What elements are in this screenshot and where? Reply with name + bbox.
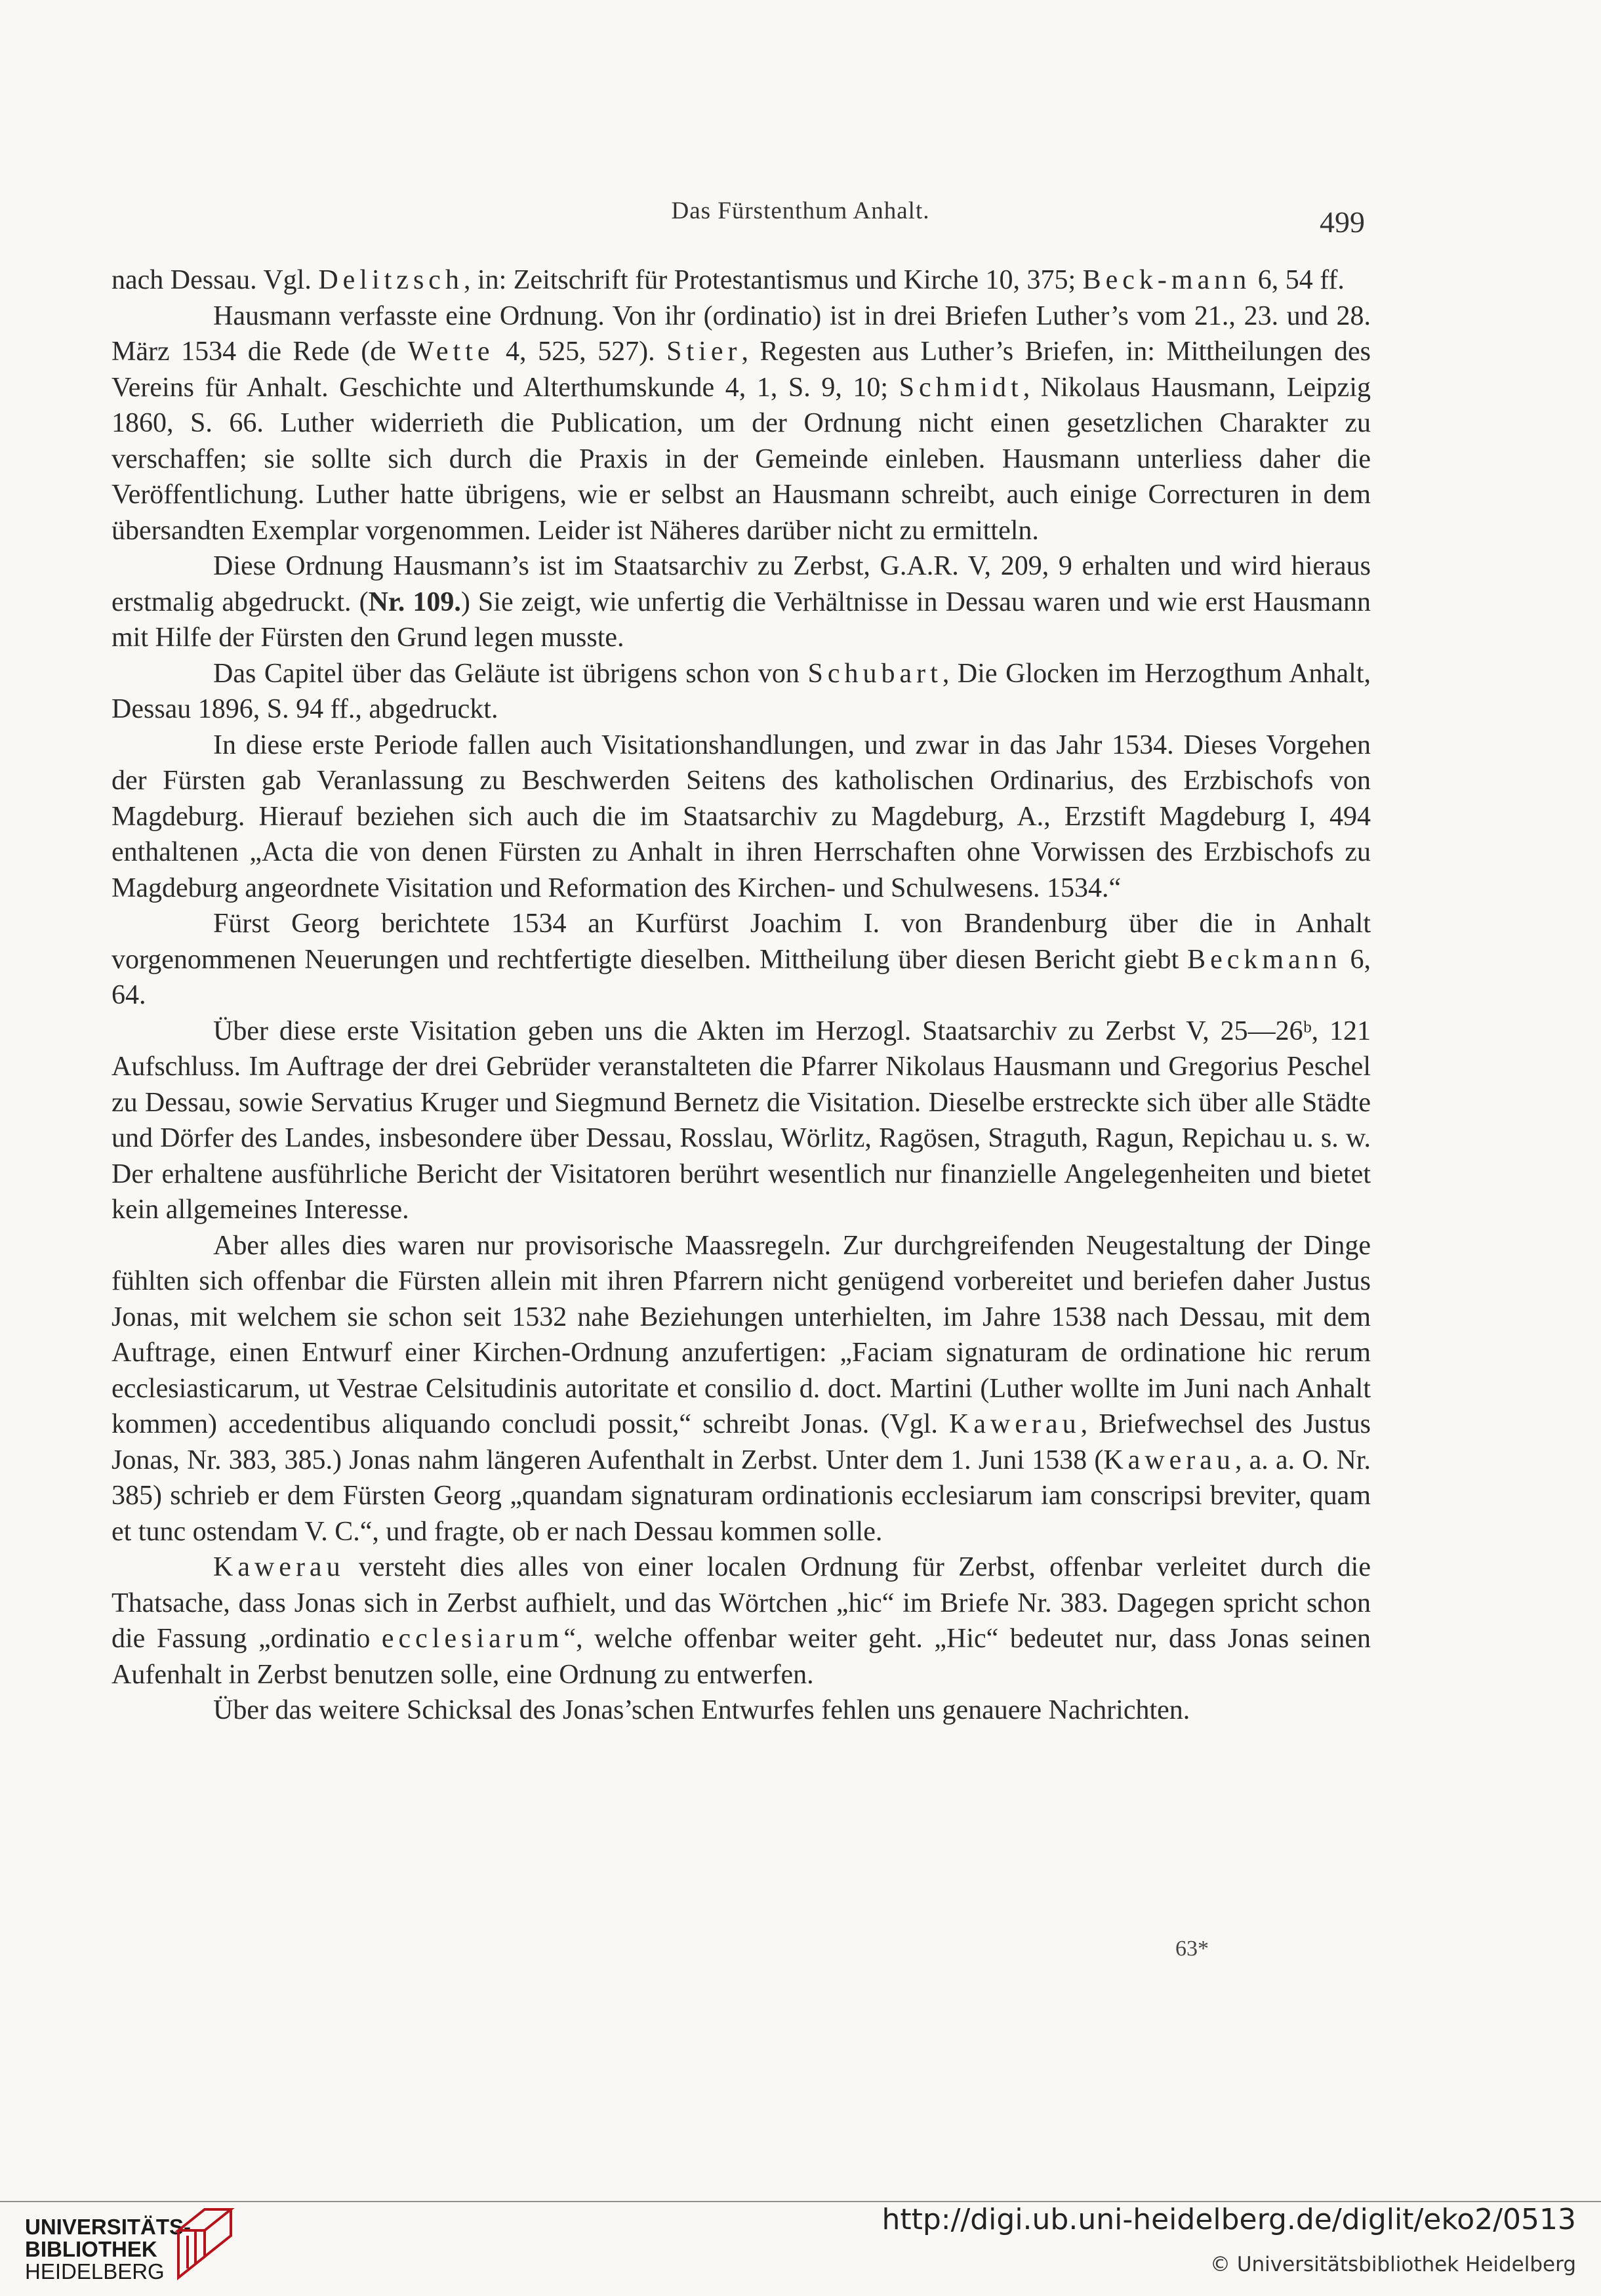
- text-run: , Die Glocken im Herzogthum Anhalt, Dessau 1896, S. 94 ff., abgedruckt.: [111, 658, 1371, 724]
- text-run: ) Sie zeigt, wie unfertig die Verhältnisse in Dessau waren und wie erst Hausmann mit Hilfe der Fürsten den Grund legen musste.: [111, 586, 1371, 653]
- spaced-author-name: Delitzsch: [318, 265, 464, 295]
- spaced-author-name: Kawerau: [1103, 1445, 1235, 1475]
- text-run: “, welche offenbar weiter geht. „Hic“ bedeutet nur, dass Jonas seinen Aufenhalt in Zerbst benutzen solle, eine Ordnung zu entwerfen.: [111, 1624, 1371, 1690]
- text-run: Diese Ordnung Hausmann’s ist im Staatsarchiv zu Zerbst, G.A.R. V, 209, 9 erhalten und wird hieraus erstmalig abgedruckt. (: [111, 551, 1371, 617]
- text-run: Aber alles dies waren nur provisorische Maassregeln. Zur durchgreifenden Neugestaltung der Dinge fühlten sich offenbar die Fürsten allein mit ihren Pfarrern nicht genügend vorbereitet und beriefen daher Justus Jonas, mit welchem sie schon seit 1532 nahe Beziehungen unterhielten, im Jahre 1538 nach Dessau, mit dem Auftrage, einen Entwurf einer Kirchen-Ordnung anzufertigen: „Faciam signaturam de ordinatione hic rerum ecclesiasticarum, ut Vestrae Celsitudinis autoritate et consilio d. doct. Martini (Luther wollte im Juni nach Anhalt kommen) accedentibus aliquando concludi possit,“ schreibt Jonas. (Vgl.: [111, 1230, 1371, 1439]
- main-text: [111, 262, 1371, 1729]
- text-run: 6, 54 ff.: [1251, 265, 1345, 295]
- logo-line-3: HEIDELBERG: [25, 2259, 165, 2284]
- text-run: , a. a. O. Nr. 385) schrieb er dem Fürsten Georg „quandam signaturam ordinationis ecclesiarum iam conscripsi breviter, quam et tunc ostendam V. C.“, und fragte, ob er nach Dessau kommen solle.: [111, 1445, 1371, 1547]
- spaced-author-name: Schmidt: [899, 372, 1023, 403]
- text-run: Das Capitel über das Geläute ist übrigens schon von: [213, 658, 808, 689]
- spaced-author-name: Schubart: [807, 658, 942, 689]
- spaced-author-name: Kawerau: [213, 1552, 345, 1582]
- text-run: , in: Zeitschrift für Protestantismus und Kirche 10, 375;: [463, 265, 1083, 295]
- copyright-notice: © Universitätsbibliothek Heidelberg: [1209, 2253, 1576, 2276]
- paragraph: [111, 1228, 1371, 1550]
- paragraph: [111, 298, 1371, 549]
- running-title: Das Fürstenthum Anhalt.: [671, 197, 930, 224]
- spaced-author-name: Stier: [666, 337, 742, 367]
- paragraph: Über diese erste Visitation geben uns die Akten im Herzogl. Staatsarchiv zu Zerbst V, 25—26ᵇ, 121 Aufschluss. Im Auftrage der drei Gebrüder veranstalteten die Pfarrer Nikolaus Hausmann und Gregorius Peschel zu Dessau, sowie Servatius Kruger und Siegmund Bernetz die Visitation. Dieselbe erstreckte sich über alle Städte und Dörfer des Landes, insbesondere über Dessau, Rosslau, Wörlitz, Ragösen, Straguth, Ragun, Repichau u. s. w. Der erhaltene ausführliche Bericht der Visitatoren berührt wesentlich nur finanzielle Angelegenheiten und bietet kein allgemeines Interesse.: [111, 1015, 1371, 1225]
- logo-line-2: BIBLIOTHEK: [25, 2237, 157, 2261]
- text-run: 4, 525, 527).: [494, 337, 667, 367]
- spaced-emphasis: ecclesiarum: [381, 1624, 564, 1654]
- spaced-author-name: Kawerau: [949, 1409, 1081, 1439]
- signature-mark: 63*: [1175, 1937, 1209, 1961]
- text-run: 6, 64.: [111, 944, 1371, 1010]
- logo-line-1: UNIVERSITÄTS-: [25, 2215, 192, 2239]
- text-run: Hausmann verfasste eine Ordnung. Von ihr (ordinatio) ist in drei Briefen Luther’s vom 21., 23. und 28. März 1534 die Rede (de: [111, 300, 1371, 367]
- paragraph: [111, 906, 1371, 1014]
- text-run: , Regesten aus Luther’s Briefen, in: Mittheilungen des Vereins für Anhalt. Geschichte und Alterthumskunde 4, 1, S. 9, 10;: [111, 337, 1371, 403]
- paragraph: Über das weitere Schicksal des Jonas’schen Entwurfes fehlen uns genauere Nachrichten.: [213, 1695, 1190, 1725]
- library-logo[interactable]: [25, 2204, 418, 2283]
- paragraph: [111, 656, 1371, 728]
- page-number: 499: [1320, 205, 1365, 239]
- paragraph: In diese erste Periode fallen auch Visitationshandlungen, und zwar in das Jahr 1534. Dieses Vorgehen der Fürsten gab Veranlassung zu Beschwerden Seitens des katholischen Ordinarius, des Erzbischofs von Magdeburg. Hierauf beziehen sich auch die im Staatsarchiv zu Magdeburg, A., Erzstift Magdeburg I, 494 enthaltenen „Acta die von denen Fürsten zu Anhalt in ihren Herrschaften ohne Vorwissen des Erzbischofs zu Magdeburg angeordnete Visitation und Reformation des Kirchen- und Schulwesens. 1534.“: [111, 729, 1371, 903]
- footer-divider: [0, 2201, 1601, 2202]
- document-number: Nr. 109.: [368, 586, 461, 617]
- paragraph: [111, 548, 1371, 656]
- text-run: nach Dessau. Vgl.: [111, 265, 319, 295]
- paragraph: [111, 1549, 1371, 1692]
- spaced-author-name: Beckmann: [1187, 944, 1342, 975]
- text-run: , Briefwechsel des Justus Jonas, Nr. 383, 385.) Jonas nahm längeren Aufenthalt in Zerbst. Unter dem 1. Juni 1538 (: [111, 1409, 1371, 1475]
- text-run: , Nikolaus Hausmann, Leipzig 1860, S. 66. Luther widerrieth die Publication, um der Ordnung nicht einen gesetzlichen Charakter zu verschaffen; sie sollte sich durch die Praxis in der Gemeinde einleben. Hausmann unterliess daher die Veröffentlichung. Luther hatte übrigens, wie er selbst an Hausmann schreibt, auch einige Correcturen in dem übersandten Exemplar vorgenommen. Leider ist Näheres darüber nicht zu ermitteln.: [111, 372, 1371, 546]
- paragraph: [111, 262, 1371, 298]
- library-emblem-icon: [165, 2204, 251, 2283]
- text-run: versteht dies alles von einer localen Ordnung für Zerbst, offenbar verleitet durch die Thatsache, dass Jonas sich in Zerbst aufhielt, und das Wörtchen „hic“ im Briefe Nr. 383. Dagegen spricht schon die Fassung „ordinatio: [111, 1552, 1371, 1654]
- text-run: Fürst Georg berichtete 1534 an Kurfürst Joachim I. von Brandenburg über die in Anhalt vorgenommenen Neuerungen und rechtfertigte dieselben. Mittheilung über diesen Bericht giebt: [111, 909, 1371, 975]
- source-url-link[interactable]: http://digi.ub.uni-heidelberg.de/diglit/eko2/0513: [882, 2203, 1576, 2236]
- spaced-author-name: Beck-mann: [1082, 265, 1251, 295]
- spaced-author-name: Wette: [407, 337, 495, 367]
